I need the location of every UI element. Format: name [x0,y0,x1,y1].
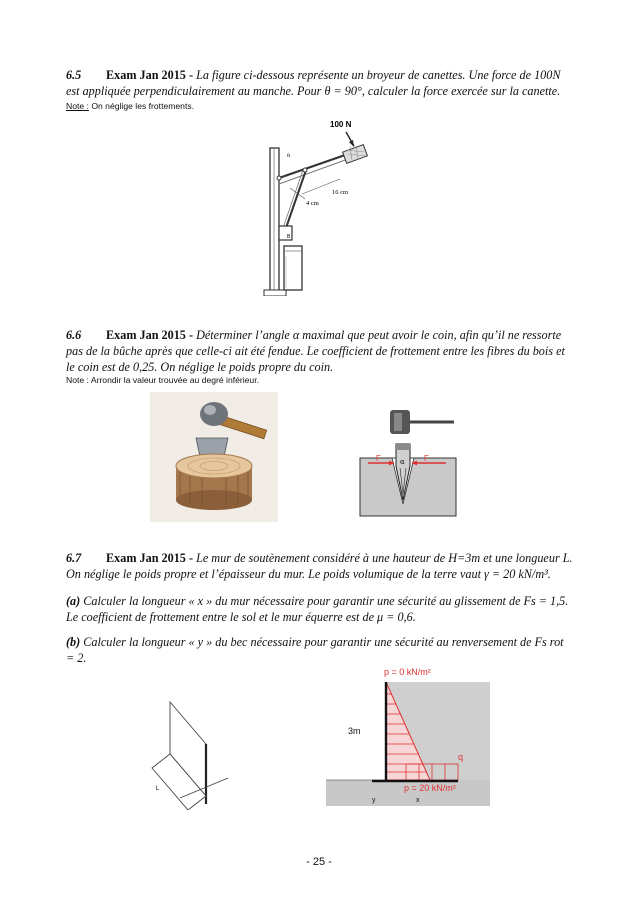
exercise-6-5 [66,67,574,99]
part-a-text: Calculer la longueur « x » du mur nécessaire pour garantir une sécurité au glissement de Fs = 1,5. Le coefficient de frottement entre le sol et le mur équerre est de μ = 0,6. [66,594,569,624]
exercise-label: Exam Jan 2015 - [106,68,194,82]
part-b-text: Calculer la longueur « y » du bec nécessaire pour garantir une sécurité au renversement de Fs rot = 2. [66,635,564,665]
retaining-wall-diagram [326,664,496,810]
dim-short: 4 cm [306,200,319,207]
alpha-label: α [400,458,405,466]
q-label: q [458,752,464,762]
dim-long: 16 cm [332,189,349,196]
part-b-label: (b) [66,635,81,649]
exercise-text: Déterminer l’angle α maximal que peut avoir le coin, afin qu’il ne ressorte pas de la bûche après que celle-ci ait été fendue. Le coefficient de frottement entre les fibres du bois et le coin est de 0,25. On néglige le poids propre du coin. [66,328,565,374]
exercise-label: Exam Jan 2015 - [106,328,194,342]
force-right-label: F [424,454,429,463]
exercise-text: La figure ci-dessous représente un broyeur de canettes. Une force de 100N est appliquée perpendiculairement au manche. Pour θ = 90°, calculer la force exercée sur la canette. [66,68,561,98]
exercise-number: 6.6 [66,328,82,342]
exercise-number: 6.7 [66,551,82,565]
point-b-label: B [287,234,291,240]
part-b [66,634,574,666]
exercise-6-7 [66,550,574,582]
exercise-number: 6.5 [66,68,82,82]
exercise-note [66,101,194,111]
exercise-note: Note : Arrondir la valeur trouvée au degré inférieur. [66,375,259,385]
exercise-text: Le mur de soutènement considéré à une hauteur de H=3m et une longueur L. On néglige le poids propre et l’épaisseur du mur. Le poids volumique de la terre vaut γ = 20 kN/m³. [66,551,573,581]
note-text: On néglige les frottements. [91,101,195,111]
p-bottom-label: p = 20 kN/m² [404,783,456,793]
page-number: - 25 - [306,856,332,868]
y-label: y [372,797,376,804]
exercise-6-6 [66,327,574,375]
log-splitting-photo [150,392,278,522]
x-label: x [416,797,420,804]
part-a-label: (a) [66,594,81,608]
length-l-label: L [156,786,160,792]
exercise-label: Exam Jan 2015 - [106,551,194,565]
force-label: 100 N [330,120,352,129]
p-top-label: p = 0 kN/m² [384,667,431,677]
force-left-label: F [376,454,381,463]
height-label: 3m [348,726,361,736]
theta-label: θ [287,153,291,159]
wall-perspective-figure [150,700,240,810]
wedge-diagram [358,404,458,520]
note-prefix: Note : [66,101,89,111]
can-crusher-figure [260,116,380,296]
part-a [66,593,574,625]
